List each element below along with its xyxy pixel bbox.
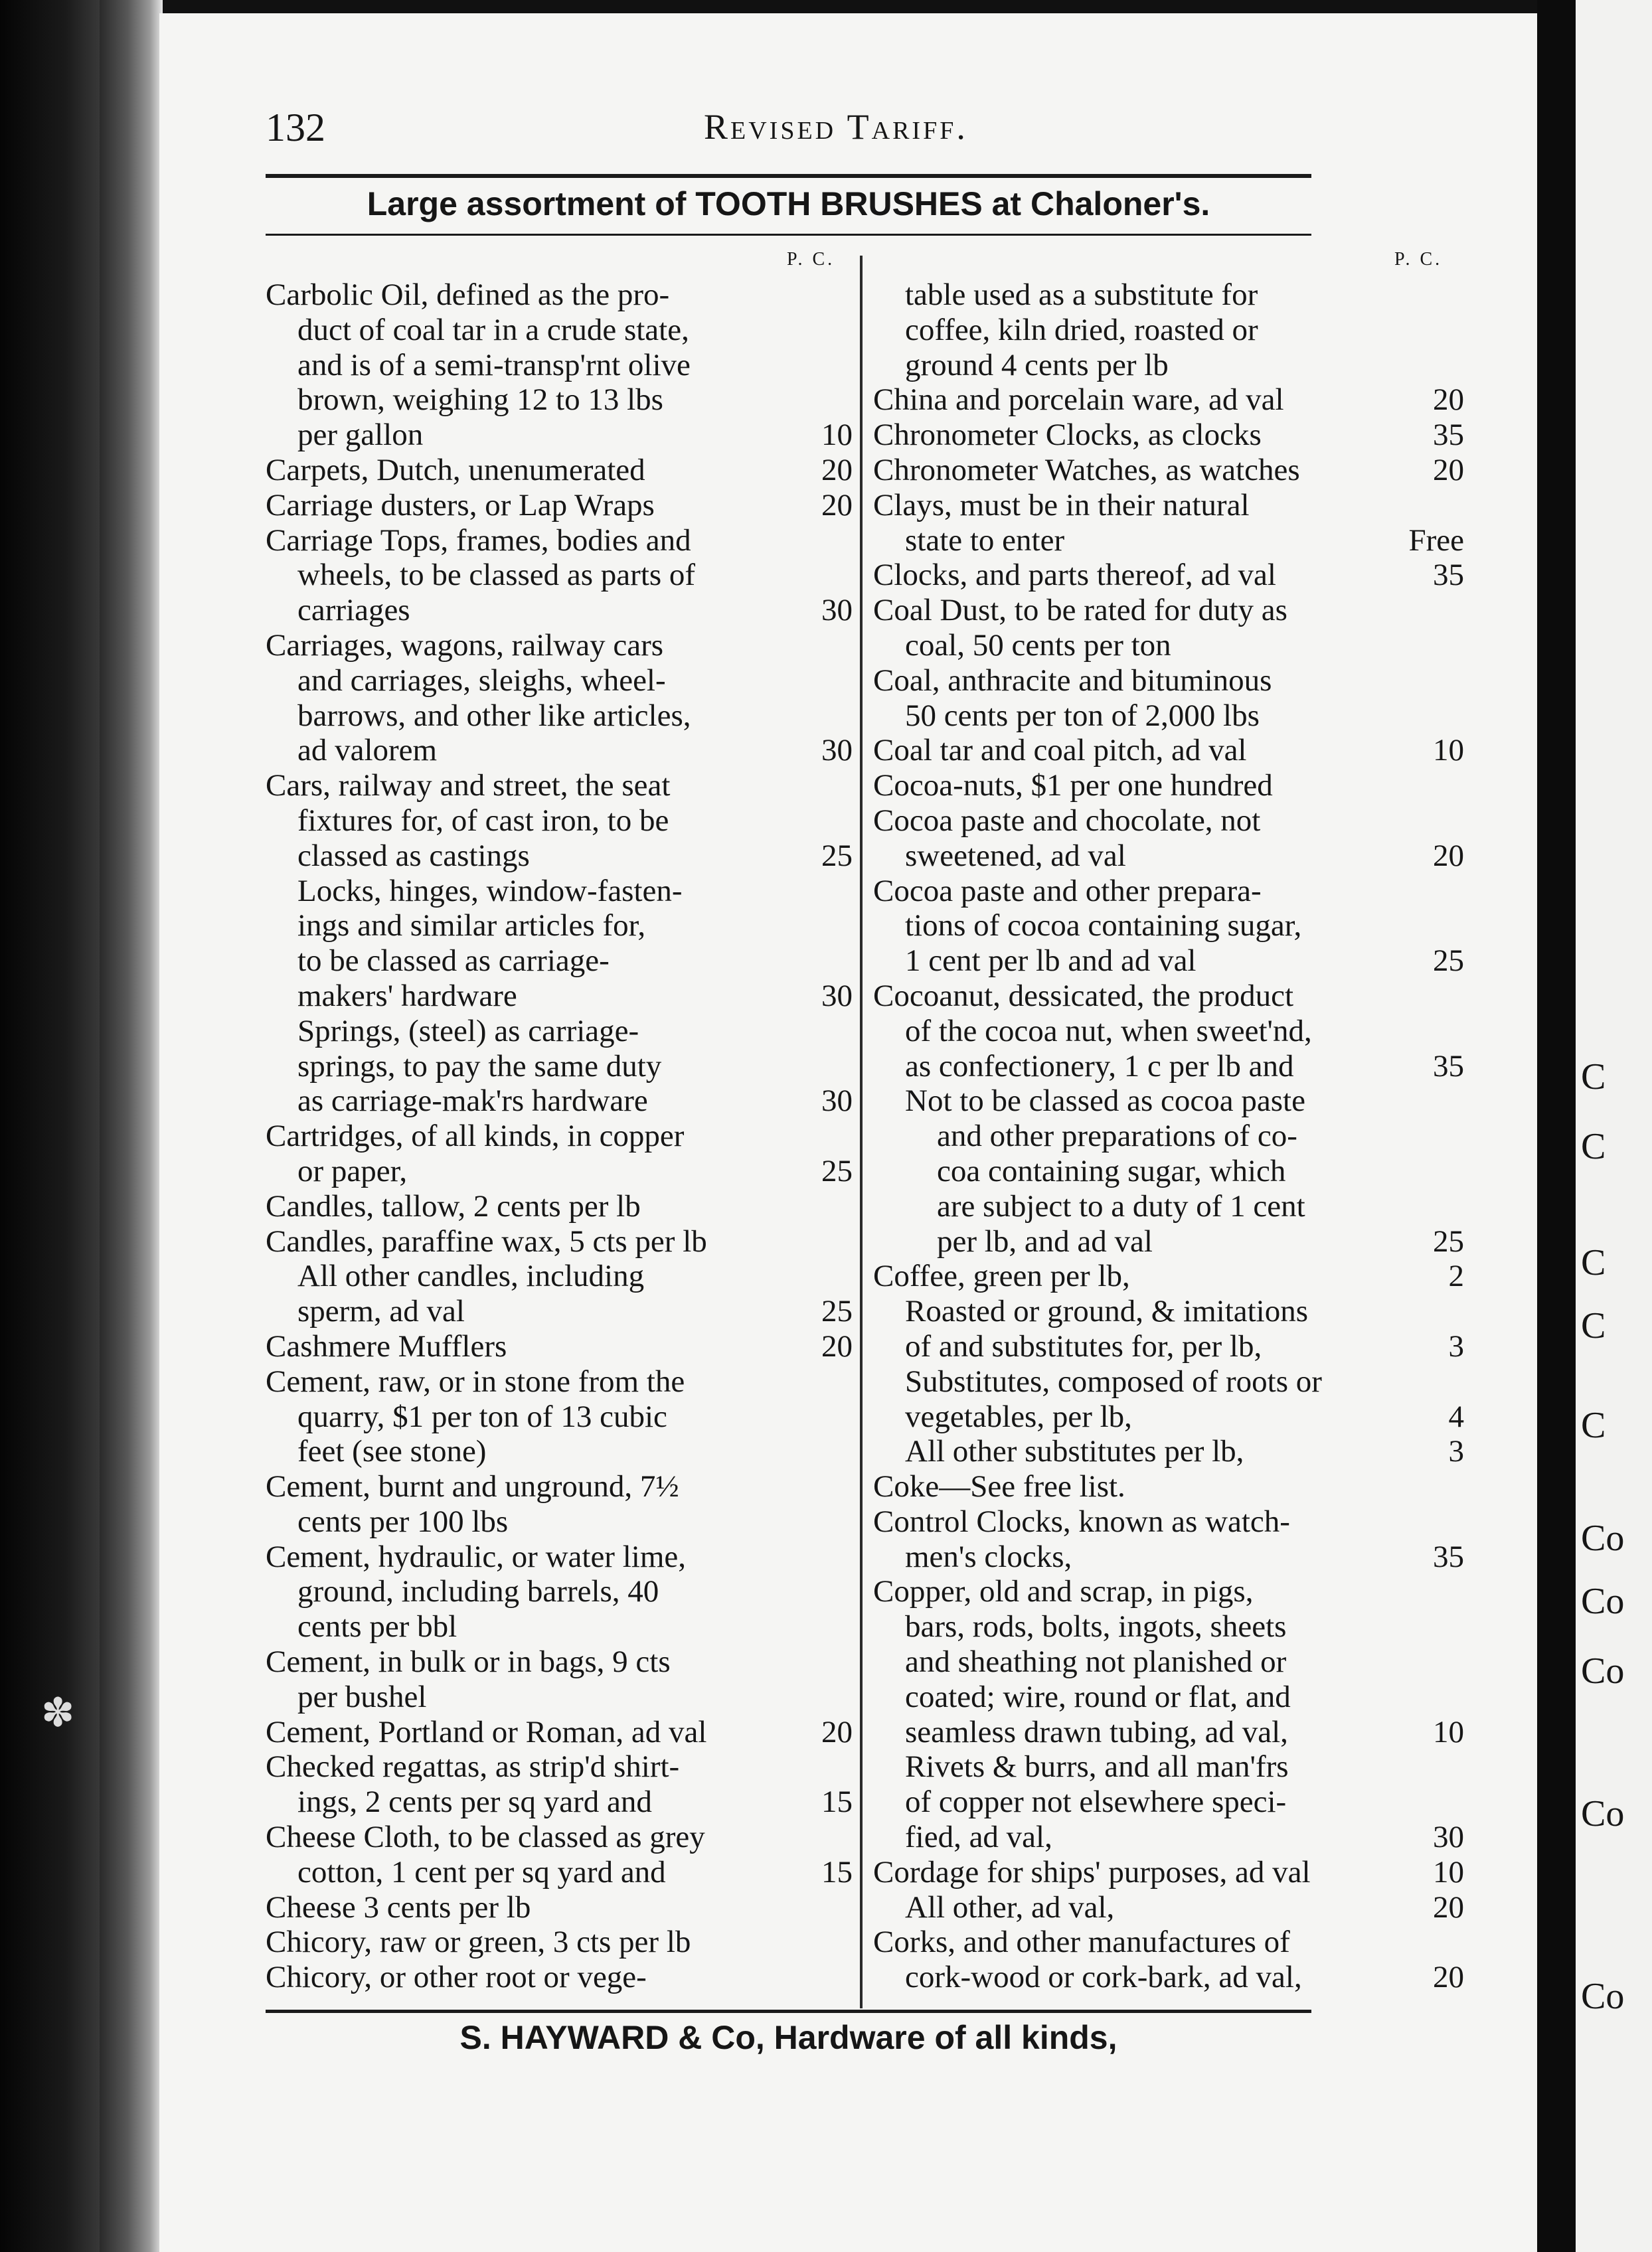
- entry-text: 1 cent per lb and ad val: [905, 943, 1197, 979]
- entry-text: ground, including barrels, 40: [297, 1574, 659, 1609]
- entry-rate: 30: [821, 1084, 853, 1119]
- entry-text: Substitutes, composed of roots or: [905, 1364, 1322, 1399]
- entry-text: quarry, $1 per ton of 13 cubic: [297, 1399, 667, 1434]
- entry-rate: 10: [1433, 733, 1464, 768]
- entry-text: men's clocks,: [905, 1539, 1072, 1574]
- entry-text: as carriage-mak'rs hardware: [297, 1084, 648, 1119]
- tariff-entry: [266, 768, 853, 803]
- entry-text: state to enter: [905, 523, 1065, 558]
- tariff-entry: [873, 1259, 1464, 1294]
- entry-text: Candles, tallow, 2 cents per lb: [266, 1188, 641, 1224]
- right-column: [873, 278, 1464, 1995]
- tariff-entry: [873, 1680, 1464, 1715]
- tariff-entry: [873, 1925, 1464, 1960]
- entry-text: duct of coal tar in a crude state,: [297, 312, 689, 347]
- entry-text: Clocks, and parts thereof, ad val: [873, 558, 1276, 593]
- next-page-edge: [1576, 0, 1652, 2252]
- tariff-entry: [873, 1119, 1464, 1154]
- tariff-entry: [266, 1259, 853, 1294]
- tariff-entry: [266, 1855, 853, 1890]
- next-page-glyph: C: [1581, 1405, 1606, 1446]
- entry-text: vegetables, per lb,: [905, 1399, 1132, 1434]
- tariff-entry: [873, 1504, 1464, 1540]
- tariff-entry: [873, 1434, 1464, 1469]
- tariff-entry: [873, 453, 1464, 488]
- tariff-entry: [266, 1820, 853, 1855]
- next-page-glyph: Co: [1581, 1581, 1625, 1622]
- entry-rate: 20: [1433, 838, 1464, 873]
- entry-rate: 20: [1433, 452, 1464, 487]
- tariff-entry: [266, 348, 853, 383]
- entry-rate: 20: [821, 1714, 853, 1749]
- tariff-entry: [266, 1329, 853, 1364]
- entry-rate: 3: [1448, 1434, 1464, 1469]
- tariff-entry: [873, 313, 1464, 348]
- entry-text: Candles, paraffine wax, 5 cts per lb: [266, 1224, 707, 1259]
- tariff-entry: [873, 1855, 1464, 1890]
- entry-rate: 10: [821, 418, 853, 453]
- entry-rate: 20: [821, 487, 853, 523]
- entry-text: Cocoanut, dessicated, the product: [873, 978, 1294, 1013]
- tariff-entry: [266, 1574, 853, 1609]
- tariff-entry: [266, 418, 853, 453]
- tariff-entry: [873, 943, 1464, 979]
- entry-text: Cement, burnt and unground, 7½: [266, 1469, 679, 1504]
- column-divider: [860, 256, 863, 2008]
- page-number: 132: [266, 106, 325, 149]
- entry-text: Chronometer Watches, as watches: [873, 452, 1300, 487]
- entry-text: table used as a substitute for: [905, 278, 1258, 312]
- entry-text: per bushel: [297, 1679, 427, 1714]
- entry-text: All other substitutes per lb,: [905, 1434, 1244, 1469]
- tariff-entry: [266, 1014, 853, 1049]
- entry-text: makers' hardware: [297, 978, 517, 1013]
- entry-text: ground 4 cents per lb: [905, 347, 1169, 382]
- entry-text: coal, 50 cents per ton: [905, 627, 1171, 663]
- entry-text: Cement, Portland or Roman, ad val: [266, 1714, 707, 1749]
- tariff-entry: [266, 1785, 853, 1820]
- entry-text: Not to be classed as cocoa paste: [905, 1084, 1305, 1119]
- entry-text: ings and similar articles for,: [297, 908, 646, 943]
- entry-rate: 25: [821, 838, 853, 873]
- tariff-entry: [266, 1890, 853, 1925]
- tariff-entry: [873, 979, 1464, 1014]
- entry-rate: 35: [1433, 1539, 1464, 1574]
- tariff-entry: [873, 1715, 1464, 1750]
- tariff-entry: [873, 1189, 1464, 1224]
- entry-text: sweetened, ad val: [905, 838, 1126, 873]
- tariff-entry: [266, 313, 853, 348]
- tariff-entry: [266, 453, 853, 488]
- entry-text: Coal, anthracite and bituminous: [873, 663, 1272, 698]
- tariff-entry: [266, 1400, 853, 1435]
- tariff-entry: [873, 1014, 1464, 1049]
- tariff-entry: [873, 1540, 1464, 1575]
- entry-text: to be classed as carriage-: [297, 943, 610, 979]
- entry-text: Coffee, green per lb,: [873, 1259, 1130, 1294]
- entry-text: Chicory, raw or green, 3 cts per lb: [266, 1925, 691, 1960]
- entry-text: as confectionery, 1 c per lb and: [905, 1048, 1294, 1084]
- tariff-entry: [873, 488, 1464, 523]
- entry-text: or paper,: [297, 1153, 408, 1188]
- entry-rate: 3: [1448, 1328, 1464, 1364]
- entry-text: Cheese 3 cents per lb: [266, 1890, 531, 1925]
- entry-text: Cocoa paste and chocolate, not: [873, 803, 1261, 838]
- entry-text: Cheese Cloth, to be classed as grey: [266, 1820, 705, 1855]
- entry-text: Copper, old and scrap, in pigs,: [873, 1574, 1254, 1609]
- tariff-entry: [266, 1749, 853, 1785]
- entry-rate: 25: [1433, 943, 1464, 979]
- tariff-entry: [266, 1680, 853, 1715]
- entry-text: cotton, 1 cent per sq yard and: [297, 1854, 666, 1890]
- entry-text: Carriages, wagons, railway cars: [266, 627, 664, 663]
- entry-text: Cordage for ships' purposes, ad val: [873, 1854, 1311, 1890]
- page-header: [266, 105, 1046, 158]
- entry-text: Coal Dust, to be rated for duty as: [873, 593, 1287, 628]
- tariff-entry: [873, 278, 1464, 313]
- entry-text: feet (see stone): [297, 1434, 487, 1469]
- tariff-entry: [266, 1609, 853, 1645]
- tariff-entry: [873, 1154, 1464, 1189]
- entry-text: sperm, ad val: [297, 1294, 465, 1329]
- entry-rate: 2: [1448, 1259, 1464, 1294]
- tariff-entry: [873, 839, 1464, 874]
- tariff-entry: [873, 803, 1464, 839]
- entry-text: cents per bbl: [297, 1609, 457, 1645]
- tariff-entry: [873, 418, 1464, 453]
- entry-rate: 25: [821, 1153, 853, 1188]
- entry-text: fixtures for, of cast iron, to be: [297, 803, 669, 838]
- entry-rate: 20: [821, 452, 853, 487]
- tariff-entry: [873, 382, 1464, 418]
- tariff-entry: [873, 1645, 1464, 1680]
- entry-text: Checked regattas, as strip'd shirt-: [266, 1749, 680, 1785]
- entry-text: coated; wire, round or flat, and: [905, 1679, 1291, 1714]
- entry-text: Clays, must be in their natural: [873, 487, 1250, 523]
- next-page-glyph: Co: [1581, 1650, 1625, 1692]
- tariff-entry: [266, 839, 853, 874]
- entry-text: wheels, to be classed as parts of: [297, 558, 696, 593]
- tariff-entry: [266, 874, 853, 909]
- entry-rate: 30: [1433, 1820, 1464, 1855]
- tariff-entry: [266, 1049, 853, 1084]
- tariff-entry: [873, 1960, 1464, 1995]
- entry-text: Rivets & burrs, and all man'frs: [905, 1749, 1289, 1785]
- left-rate-header: P. C.: [787, 249, 835, 270]
- tariff-entry: [873, 663, 1464, 698]
- tariff-entry: [266, 1960, 853, 1995]
- entry-rate: 20: [1433, 382, 1464, 418]
- tariff-entry: [873, 1224, 1464, 1259]
- entry-text: barrows, and other like articles,: [297, 698, 691, 733]
- entry-text: Corks, and other manufactures of: [873, 1925, 1290, 1960]
- entry-rate: 25: [821, 1294, 853, 1329]
- next-page-glyph: C: [1581, 1242, 1606, 1283]
- next-page-glyph: Co: [1581, 1976, 1625, 2017]
- entry-text: of and substitutes for, per lb,: [905, 1328, 1262, 1364]
- entry-text: Coal tar and coal pitch, ad val: [873, 733, 1247, 768]
- entry-text: ad valorem: [297, 733, 438, 768]
- tariff-entry: [266, 1189, 853, 1224]
- tariff-entry: [873, 698, 1464, 734]
- tariff-entry: [266, 943, 853, 979]
- entry-rate: 10: [1433, 1854, 1464, 1890]
- tariff-entry: [873, 1785, 1464, 1820]
- entry-text: All other candles, including: [297, 1259, 645, 1294]
- entry-text: Springs, (steel) as carriage-: [297, 1013, 639, 1048]
- entry-text: per lb, and ad val: [937, 1224, 1153, 1259]
- entry-text: cork-wood or cork-bark, ad val,: [905, 1960, 1302, 1995]
- entry-text: Chicory, or other root or vege-: [266, 1960, 647, 1995]
- entry-text: per gallon: [297, 418, 424, 453]
- entry-text: and carriages, sleighs, wheel-: [297, 663, 666, 698]
- tariff-entry: [266, 908, 853, 943]
- book-binding-edge: [100, 0, 163, 2252]
- tariff-entry: [266, 1294, 853, 1329]
- tariff-entry: [266, 523, 853, 558]
- entry-text: Cartridges, of all kinds, in copper: [266, 1119, 685, 1154]
- next-page-glyph: C: [1581, 1126, 1606, 1167]
- tariff-entry: [266, 1119, 853, 1154]
- entry-text: Chronometer Clocks, as clocks: [873, 418, 1262, 453]
- entry-text: 50 cents per ton of 2,000 lbs: [905, 698, 1260, 733]
- tariff-entry: [266, 1645, 853, 1680]
- next-page-glyph: C: [1581, 1305, 1606, 1346]
- entry-text: classed as castings: [297, 838, 530, 873]
- tariff-entry: [873, 558, 1464, 593]
- entry-text: Carpets, Dutch, unenumerated: [266, 452, 645, 487]
- tariff-entry: [266, 278, 853, 313]
- entry-text: cents per 100 lbs: [297, 1504, 509, 1539]
- entry-rate: 4: [1448, 1399, 1464, 1434]
- tariff-entry: [266, 663, 853, 698]
- tariff-entry: [873, 1609, 1464, 1645]
- tariff-entry: [266, 1084, 853, 1119]
- entry-text: seamless drawn tubing, ad val,: [905, 1714, 1288, 1749]
- header-rule: [266, 174, 1311, 178]
- entry-text: of copper not elsewhere speci-: [905, 1785, 1287, 1820]
- tariff-entry: [266, 558, 853, 593]
- tariff-entry: [266, 1540, 853, 1575]
- tariff-entry: [266, 1715, 853, 1750]
- entry-text: Roasted or ground, & imitations: [905, 1294, 1309, 1329]
- tariff-entry: [873, 1329, 1464, 1364]
- tariff-entry: [873, 523, 1464, 558]
- tariff-entry: [266, 628, 853, 663]
- tariff-entry: [873, 1294, 1464, 1329]
- entry-text: Cocoa-nuts, $1 per one hundred: [873, 768, 1273, 803]
- entry-text: of the cocoa nut, when sweet'nd,: [905, 1013, 1312, 1048]
- footer-rule: [266, 2010, 1311, 2013]
- running-head: Revised Tariff.: [704, 107, 968, 147]
- entry-rate: 25: [1433, 1224, 1464, 1259]
- entry-text: tions of cocoa containing sugar,: [905, 908, 1302, 943]
- entry-rate: 35: [1433, 1048, 1464, 1084]
- tariff-entry: [266, 1434, 853, 1469]
- tariff-entry: [266, 1925, 853, 1960]
- entry-text: Coke—See free list.: [873, 1469, 1125, 1504]
- entry-text: fied, ad val,: [905, 1820, 1052, 1855]
- advert-banner-bottom: S. HAYWARD & Co, Hardware of all kinds,: [459, 2019, 1117, 2056]
- entry-text: coa containing sugar, which: [937, 1153, 1286, 1188]
- tariff-entry: [266, 382, 853, 418]
- entry-text: Locks, hinges, window-fasten-: [297, 873, 683, 908]
- tariff-entry: [873, 733, 1464, 768]
- tariff-entry: [873, 348, 1464, 383]
- entry-text: Cashmere Mufflers: [266, 1328, 507, 1364]
- tariff-entry: [873, 874, 1464, 909]
- tariff-entry: [873, 1364, 1464, 1400]
- entry-rate: 15: [821, 1785, 853, 1820]
- entry-text: and is of a semi-transp'rnt olive: [297, 347, 691, 382]
- advert-banner-top: Large assortment of TOOTH BRUSHES at Chaloner's.: [367, 185, 1210, 222]
- entry-text: Carbolic Oil, defined as the pro-: [266, 278, 670, 312]
- entry-text: brown, weighing 12 to 13 lbs: [297, 382, 663, 418]
- tariff-entry: [873, 1049, 1464, 1084]
- entry-text: Cement, raw, or in stone from the: [266, 1364, 685, 1399]
- tariff-entry: [266, 1469, 853, 1504]
- entry-rate: Free: [1408, 523, 1464, 558]
- entry-text: and sheathing not planished or: [905, 1645, 1287, 1680]
- tariff-entry: [873, 768, 1464, 803]
- tariff-entry: [873, 593, 1464, 628]
- tariff-entry: [873, 1749, 1464, 1785]
- entry-text: carriages: [297, 593, 410, 628]
- tariff-entry: [266, 1504, 853, 1540]
- tariff-entry: [266, 979, 853, 1014]
- page-gutter: [1537, 0, 1576, 2252]
- tariff-entry: [873, 1084, 1464, 1119]
- tariff-entry: [266, 488, 853, 523]
- entry-text: Carriage dusters, or Lap Wraps: [266, 487, 655, 523]
- entry-text: China and porcelain ware, ad val: [873, 382, 1284, 418]
- banner-rule: [266, 234, 1311, 236]
- tariff-entry: [266, 698, 853, 734]
- entry-text: Cement, in bulk or in bags, 9 cts: [266, 1645, 671, 1680]
- entry-rate: 30: [821, 593, 853, 628]
- tariff-entry: [873, 1890, 1464, 1925]
- entry-text: bars, rods, bolts, ingots, sheets: [905, 1609, 1287, 1645]
- tariff-entry: [266, 733, 853, 768]
- next-page-glyph: C: [1581, 1056, 1606, 1097]
- entry-text: Carriage Tops, frames, bodies and: [266, 523, 691, 558]
- entry-rate: 20: [1433, 1890, 1464, 1925]
- tariff-entry: [873, 1469, 1464, 1504]
- entry-rate: 35: [1433, 418, 1464, 453]
- tariff-entry: [873, 908, 1464, 943]
- tariff-entry: [266, 1154, 853, 1189]
- right-rate-header: P. C.: [1394, 249, 1443, 270]
- next-page-glyph: Co: [1581, 1793, 1625, 1834]
- entry-rate: 30: [821, 733, 853, 768]
- entry-text: Control Clocks, known as watch-: [873, 1504, 1290, 1539]
- tariff-entry: [266, 593, 853, 628]
- entry-text: ings, 2 cents per sq yard and: [297, 1785, 652, 1820]
- entry-text: are subject to a duty of 1 cent: [937, 1188, 1305, 1224]
- entry-text: All other, ad val,: [905, 1890, 1115, 1925]
- tariff-entry: [873, 1574, 1464, 1609]
- entry-text: Cocoa paste and other prepara-: [873, 873, 1262, 908]
- tariff-entry: [873, 1400, 1464, 1435]
- entry-text: Cement, hydraulic, or water lime,: [266, 1539, 686, 1574]
- entry-text: coffee, kiln dried, roasted or: [905, 312, 1258, 347]
- entry-text: springs, to pay the same duty: [297, 1048, 662, 1084]
- entry-text: and other preparations of co-: [937, 1119, 1297, 1154]
- tariff-entry: [873, 1820, 1464, 1855]
- tariff-entry: [266, 803, 853, 839]
- next-page-glyph: Co: [1581, 1518, 1625, 1559]
- tariff-entry: [266, 1224, 853, 1259]
- entry-rate: 20: [1433, 1960, 1464, 1995]
- entry-text: Cars, railway and street, the seat: [266, 768, 671, 803]
- entry-rate: 30: [821, 978, 853, 1013]
- entry-rate: 15: [821, 1854, 853, 1890]
- entry-rate: 10: [1433, 1714, 1464, 1749]
- tariff-entry: [266, 1364, 853, 1400]
- left-column: [266, 278, 853, 1995]
- page-edge-stain: ✽: [41, 1691, 75, 1735]
- entry-rate: 35: [1433, 558, 1464, 593]
- entry-rate: 20: [821, 1328, 853, 1364]
- tariff-entry: [873, 628, 1464, 663]
